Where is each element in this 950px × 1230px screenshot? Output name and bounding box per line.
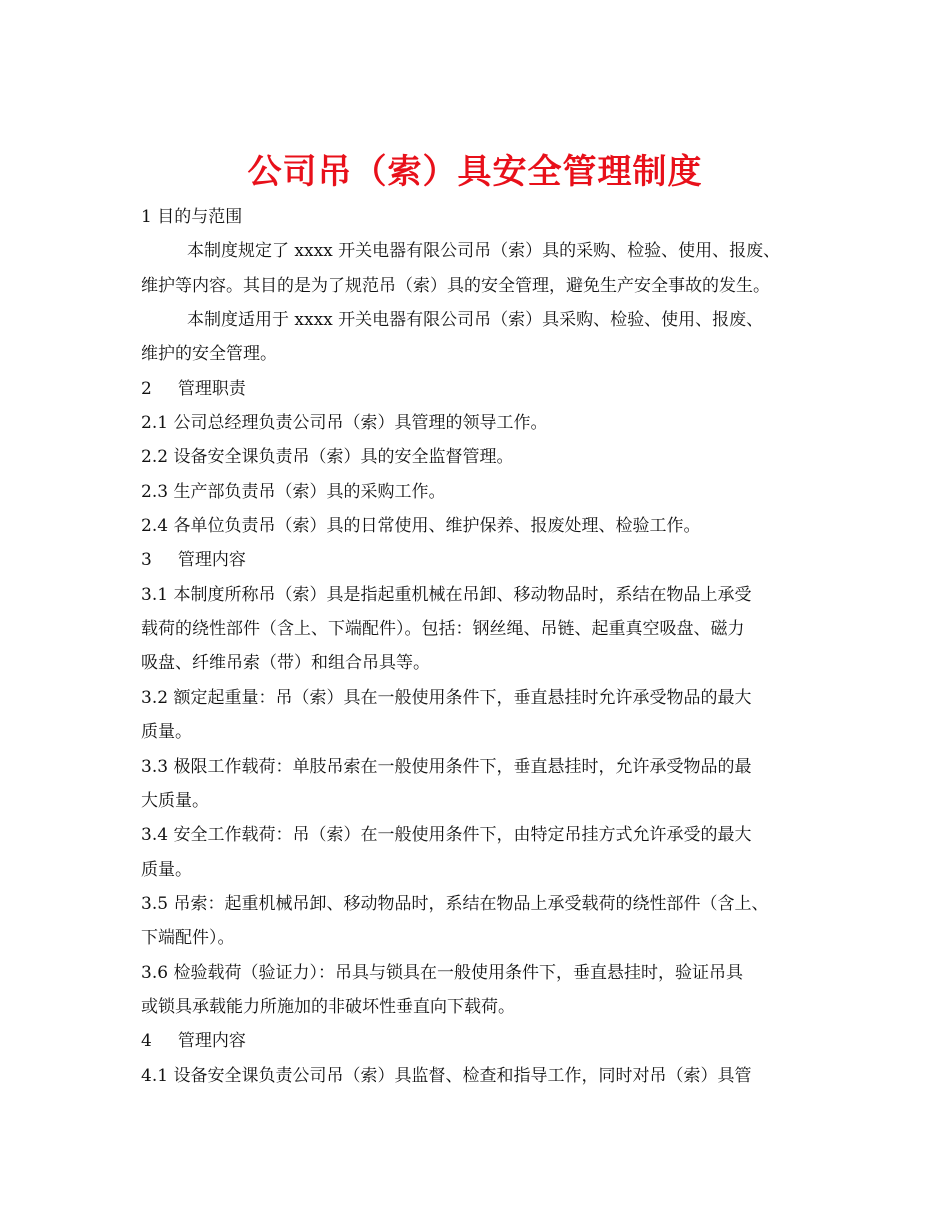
paragraph-line: 2.3 生产部负责吊（索）具的采购工作。 bbox=[141, 481, 446, 502]
paragraph-line: 3.2 额定起重量：吊（索）具在一般使用条件下，垂直悬挂时允许承受物品的最大 bbox=[141, 687, 752, 708]
section-number: 2 bbox=[141, 378, 152, 399]
document-body bbox=[141, 200, 841, 1093]
paragraph-line: 2.2 设备安全课负责吊（索）具的安全监督管理。 bbox=[141, 447, 514, 468]
section-heading-text: 管理职责 bbox=[177, 378, 246, 399]
paragraph-line: 3.5 吊索：起重机械吊卸、移动物品时，系结在物品上承受载荷的绕性部件（含上、 bbox=[141, 893, 769, 914]
paragraph-line: 下端配件）。 bbox=[141, 928, 235, 949]
paragraph-line: 载荷的绕性部件（含上、下端配件）。包括：钢丝绳、吊链、起重真空吸盘、磁力 bbox=[141, 619, 745, 640]
section-heading bbox=[141, 543, 841, 577]
paragraph-line: 质量。 bbox=[141, 859, 192, 880]
section-number: 3 bbox=[141, 550, 152, 571]
paragraph-line: 或锁具承载能力所施加的非破坏性垂直向下载荷。 bbox=[141, 996, 515, 1017]
paragraph-line: 1 目的与范围 bbox=[141, 207, 243, 227]
section-heading-text: 管理内容 bbox=[177, 1031, 246, 1052]
document-title: 公司吊（索）具安全管理制度 bbox=[247, 151, 703, 192]
paragraph-line: 大质量。 bbox=[141, 790, 209, 811]
paragraph-line: 吸盘、纤维吊索（带）和组合吊具等。 bbox=[141, 653, 430, 674]
paragraph-line: 3.3 极限工作载荷：单肢吊索在一般使用条件下，垂直悬挂时，允许承受物品的最 bbox=[141, 756, 752, 777]
paragraph-line: 本制度适用于 xxxx 开关电器有限公司吊（索）具采购、检验、使用、报废、 bbox=[187, 310, 764, 331]
paragraph-line: 维护等内容。其目的是为了规范吊（索）具的安全管理，避免生产安全事故的发生。 bbox=[141, 275, 770, 296]
section-heading-text: 管理内容 bbox=[177, 550, 246, 571]
paragraph-line: 3.1 本制度所称吊（索）具是指起重机械在吊卸、移动物品时，系结在物品上承受 bbox=[141, 584, 752, 605]
section-number: 4 bbox=[141, 1031, 152, 1052]
paragraph-line: 本制度规定了 xxxx 开关电器有限公司吊（索）具的采购、检验、使用、报废、 bbox=[187, 241, 781, 262]
paragraph-line: 3.6 检验载荷（验证力）：吊具与锁具在一般使用条件下，垂直悬挂时，验证吊具 bbox=[141, 962, 743, 983]
paragraph-line: 2.1 公司总经理负责公司吊（索）具管理的领导工作。 bbox=[141, 413, 548, 434]
section-heading bbox=[141, 372, 841, 406]
paragraph-line: 2.4 各单位负责吊（索）具的日常使用、维护保养、报废处理、检验工作。 bbox=[141, 516, 701, 537]
paragraph-line: 维护的安全管理。 bbox=[141, 344, 277, 365]
paragraph-line: 质量。 bbox=[141, 722, 192, 743]
paragraph-line: 3.4 安全工作载荷：吊（索）在一般使用条件下，由特定吊挂方式允许承受的最大 bbox=[141, 825, 752, 846]
section-heading bbox=[141, 1024, 841, 1058]
paragraph-line: 4.1 设备安全课负责公司吊（索）具监督、检查和指导工作，同时对吊（索）具管 bbox=[141, 1065, 752, 1086]
